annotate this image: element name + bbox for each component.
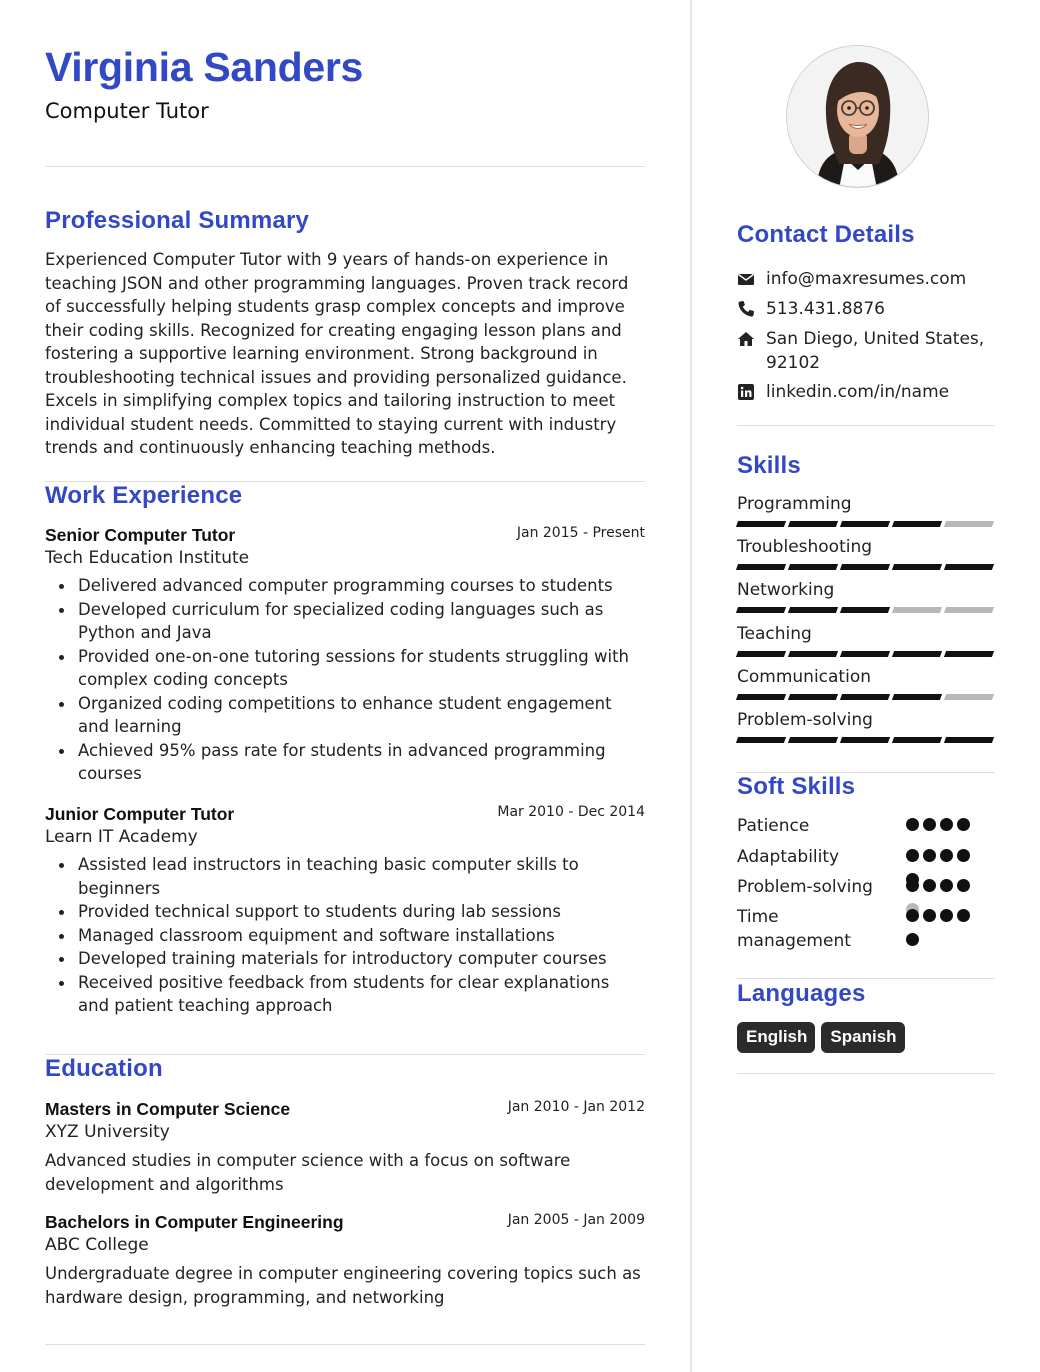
soft-skills-heading: Soft Skills	[737, 773, 856, 800]
job-entry	[45, 525, 645, 786]
rating-dot	[940, 818, 953, 831]
skill-level-segment	[788, 564, 838, 570]
contact-email-text: info@maxresumes.com	[766, 269, 967, 289]
job-bullet: Achieved 95% pass rate for students in advanced programming courses	[78, 739, 645, 786]
rating-dot	[923, 849, 936, 862]
header-divider	[45, 166, 645, 167]
rating-dot	[940, 879, 953, 892]
skill-item	[737, 667, 995, 700]
soft-skill-item	[737, 815, 995, 839]
skill-name: Networking	[737, 580, 835, 600]
rating-dot	[906, 933, 919, 946]
job-dates: Jan 2015 - Present	[516, 525, 645, 541]
column-divider	[690, 0, 692, 1372]
profile-photo	[786, 45, 929, 188]
contact-divider	[737, 425, 995, 426]
rating-dot	[957, 818, 970, 831]
education-dates: Jan 2010 - Jan 2012	[507, 1099, 645, 1115]
candidate-name: Virginia Sanders	[45, 44, 364, 90]
skills-heading: Skills	[737, 452, 801, 479]
education-description: Undergraduate degree in computer engineering covering topics such as hardware design, programming, and networking	[45, 1264, 641, 1307]
rating-dot	[906, 909, 919, 922]
soft-skill-rating	[906, 879, 978, 899]
job-entry	[45, 804, 645, 1018]
contact-phone-text: 513.431.8876	[766, 299, 885, 319]
skill-level-bar	[737, 737, 995, 743]
job-organization: Learn IT Academy	[45, 827, 198, 847]
soft-skill-item	[737, 906, 995, 953]
skill-name: Programming	[737, 494, 852, 514]
profile-photo-illustration	[787, 46, 929, 188]
skill-item	[737, 710, 995, 743]
skill-level-segment	[736, 521, 786, 527]
skill-item	[737, 537, 995, 570]
skill-level-bar	[737, 607, 995, 613]
contact-linkedin-text: linkedin.com/in/name	[766, 382, 950, 402]
soft-skill-name: Problem-solving	[737, 877, 873, 897]
job-bullet: Organized coding competitions to enhance student engagement and learning	[78, 692, 645, 739]
education-dates: Jan 2005 - Jan 2009	[507, 1212, 645, 1228]
rating-dot	[923, 909, 936, 922]
soft-skill-name: Time management	[737, 907, 851, 951]
soft-skill-item	[737, 846, 995, 870]
skill-level-segment	[736, 607, 786, 613]
education-entry	[45, 1212, 645, 1309]
rating-dot	[940, 909, 953, 922]
job-bullet: Developed curriculum for specialized coding languages such as Python and Java	[78, 598, 645, 645]
skill-level-segment	[944, 651, 994, 657]
skill-level-segment	[736, 651, 786, 657]
rating-dot	[906, 879, 919, 892]
phone-icon	[737, 300, 755, 318]
rating-dot	[923, 879, 936, 892]
skill-level-segment	[736, 564, 786, 570]
job-organization: Tech Education Institute	[45, 548, 250, 568]
job-title: Senior Computer Tutor	[45, 525, 236, 545]
skill-level-segment	[840, 651, 890, 657]
experience-heading: Work Experience	[45, 482, 243, 509]
skill-name: Teaching	[737, 624, 812, 644]
degree-title: Bachelors in Computer Engineering	[45, 1212, 344, 1232]
job-bullet: Received positive feedback from students for clear explanations and patient teaching approach	[78, 971, 645, 1018]
education-divider	[45, 1344, 645, 1345]
job-bullet: Delivered advanced computer programming courses to students	[78, 574, 645, 598]
job-bullet: Managed classroom equipment and software installations	[78, 924, 645, 948]
skill-level-segment	[840, 521, 890, 527]
summary-heading: Professional Summary	[45, 207, 310, 234]
skill-level-segment	[892, 521, 942, 527]
skill-level-segment	[840, 694, 890, 700]
soft-skill-rating	[906, 909, 978, 929]
skill-level-segment	[944, 521, 994, 527]
languages-list	[737, 1022, 905, 1053]
school-name: XYZ University	[45, 1122, 170, 1142]
linkedin-icon	[737, 383, 755, 401]
skill-level-segment	[840, 607, 890, 613]
rating-dot	[957, 879, 970, 892]
soft-skill-name: Patience	[737, 816, 810, 836]
skill-item	[737, 624, 995, 657]
skill-name: Communication	[737, 667, 871, 687]
candidate-title: Computer Tutor	[45, 99, 209, 123]
skill-name: Problem-solving	[737, 710, 873, 730]
job-bullet: Developed training materials for introductory computer courses	[78, 947, 645, 971]
school-name: ABC College	[45, 1235, 149, 1255]
soft-skills-divider	[737, 978, 995, 979]
skill-level-segment	[788, 607, 838, 613]
rating-dot	[940, 849, 953, 862]
skill-level-segment	[788, 694, 838, 700]
job-bullet: Assisted lead instructors in teaching basic computer skills to beginners	[78, 853, 645, 900]
skill-item	[737, 580, 995, 613]
job-bullet: Provided one-on-one tutoring sessions for students struggling with complex coding concepts	[78, 645, 645, 692]
soft-skill-rating	[906, 818, 978, 838]
job-bullet: Provided technical support to students during lab sessions	[78, 900, 645, 924]
languages-heading: Languages	[737, 980, 866, 1007]
skill-level-bar	[737, 694, 995, 700]
rating-dot	[957, 849, 970, 862]
skill-level-segment	[892, 651, 942, 657]
education-description: Advanced studies in computer science with a focus on software development and algorithms	[45, 1151, 571, 1194]
job-title: Junior Computer Tutor	[45, 804, 235, 824]
skill-level-segment	[736, 694, 786, 700]
skill-level-segment	[892, 564, 942, 570]
skill-level-segment	[892, 607, 942, 613]
home-icon	[737, 330, 755, 348]
job-dates: Mar 2010 - Dec 2014	[497, 804, 645, 820]
language-pill: Spanish	[821, 1022, 904, 1053]
skill-level-segment	[788, 521, 838, 527]
skill-item	[737, 494, 995, 527]
skill-level-segment	[788, 651, 838, 657]
skill-level-segment	[944, 737, 994, 743]
skill-name: Troubleshooting	[737, 537, 873, 557]
job-bullets	[45, 853, 645, 1018]
skill-level-bar	[737, 521, 995, 527]
contact-heading: Contact Details	[737, 221, 915, 248]
languages-divider	[737, 1073, 995, 1074]
skill-level-bar	[737, 564, 995, 570]
skill-level-segment	[892, 737, 942, 743]
skill-level-segment	[944, 607, 994, 613]
education-entry	[45, 1099, 645, 1196]
summary-text: Experienced Computer Tutor with 9 years of hands-on experience in teaching JSON and other programming languages. Proven track record of successfully helping students grasp complex concepts and improve their coding skills. Recognized for creating engaging lesson plans and fostering a supportive learning environment. Strong background in troubleshooting technical issues and providing personalized guidance. Excels in simplifying complex topics and tailoring instruction to meet individual student needs. Committed to staying current with industry trends and continuously enhancing teaching methods.	[45, 250, 629, 457]
skill-level-segment	[944, 694, 994, 700]
envelope-icon	[737, 270, 755, 288]
language-pill: English	[737, 1022, 815, 1053]
skill-level-segment	[944, 564, 994, 570]
rating-dot	[923, 818, 936, 831]
skill-level-segment	[840, 564, 890, 570]
soft-skill-name: Adaptability	[737, 847, 840, 867]
soft-skill-item	[737, 876, 995, 900]
job-bullets	[45, 574, 645, 786]
skill-level-segment	[840, 737, 890, 743]
education-heading: Education	[45, 1055, 163, 1082]
skill-level-segment	[736, 737, 786, 743]
soft-skill-rating	[906, 849, 978, 869]
skill-level-segment	[788, 737, 838, 743]
skill-level-segment	[892, 694, 942, 700]
rating-dot	[906, 849, 919, 862]
rating-dot	[906, 818, 919, 831]
skill-level-bar	[737, 651, 995, 657]
rating-dot	[957, 909, 970, 922]
contact-address-text: San Diego, United States, 92102	[766, 329, 985, 373]
degree-title: Masters in Computer Science	[45, 1099, 291, 1119]
